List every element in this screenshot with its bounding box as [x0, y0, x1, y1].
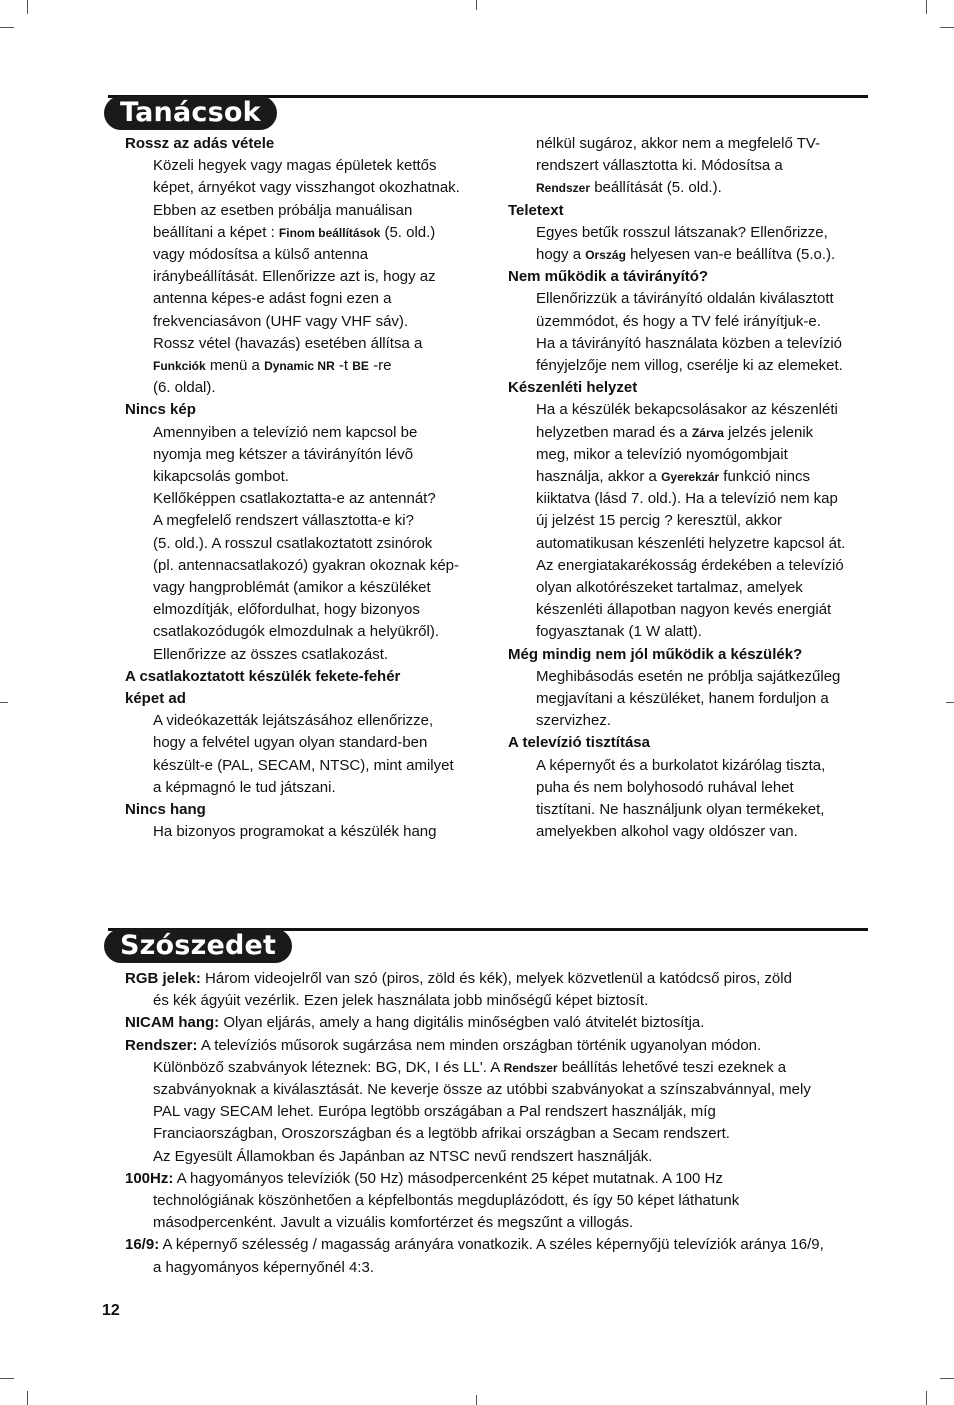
text-line	[125, 1123, 870, 1145]
text-line	[153, 555, 485, 577]
text-run: hogy a felvétel ugyan olyan standard-ben	[153, 734, 428, 752]
text-run: A televíziós műsorok sugárzása nem minden országban történik ugyanolyan módon.	[197, 1036, 762, 1054]
text-line	[536, 777, 870, 799]
text-line	[125, 1257, 870, 1279]
text-line	[125, 1057, 870, 1079]
text-run: Ha bizonyos programokat a készülék hang	[153, 823, 437, 841]
text-run: menü a	[205, 357, 265, 375]
text-run: Különböző szabványok léteznek: BG, DK, I és LL'. A	[153, 1058, 504, 1076]
text-line	[536, 444, 870, 466]
text-line	[153, 533, 485, 555]
text-line	[125, 1168, 870, 1190]
text-line	[153, 732, 485, 754]
crop-mark	[926, 0, 927, 14]
text-line	[153, 222, 485, 244]
text-line	[125, 1234, 870, 1256]
text-run: Ellenőrizzük a távirányító oldalán kiválasztott	[536, 290, 834, 308]
text-line	[125, 1035, 870, 1057]
crop-mark	[926, 1391, 927, 1405]
text-run: technológiának köszönhetően a képfelbontás megduplázódott, és így 50 képet láthatunk	[153, 1192, 740, 1210]
text-line	[536, 399, 870, 421]
crop-mark	[0, 27, 14, 28]
glossary-entry	[125, 1168, 870, 1235]
text-line	[536, 666, 870, 688]
text-run: rendszert vállasztotta ki. Módosítsa a	[536, 157, 783, 175]
text-run: PAL vagy SECAM lehet. Európa legtöbb országában a Pal rendszert használják, míg	[153, 1103, 716, 1121]
text-run: készenléti állapotban nagyon kevés energiát	[536, 601, 832, 619]
text-run: elmozdítják, előfordulhat, hogy bizonyos	[153, 601, 420, 619]
glossary-term: RGB jelek:	[125, 970, 201, 987]
menu-term: Zárva	[691, 425, 724, 440]
text-line	[536, 710, 870, 732]
text-run: Rossz vétel (havazás) esetében állítsa a	[153, 334, 423, 352]
text-run: képet, árnyékot vagy visszhangot okozhatnak.	[153, 179, 460, 197]
text-run: antenna képes-e adást fogni ezen a	[153, 290, 392, 308]
text-run: Egyes betűk rosszul látszanak? Ellenőrizze,	[536, 223, 828, 241]
text-line	[125, 1146, 870, 1168]
crop-mark	[946, 702, 954, 703]
crop-mark	[940, 27, 954, 28]
page-number: 12	[102, 1302, 120, 1319]
text-run: nyomja meg kétszer a távirányítón lévõ	[153, 445, 414, 463]
text-line	[536, 177, 870, 199]
tip-paragraph	[508, 222, 870, 266]
text-line	[536, 799, 870, 821]
text-line	[536, 288, 870, 310]
text-line	[153, 599, 485, 621]
text-run: Három videojelről van szó (piros, zöld és kék), melyek közvetlenül a katódcső piros, zöld	[200, 970, 792, 987]
text-line	[153, 466, 485, 488]
text-run: Olyan eljárás, amely a hang digitális minőségben való átvitelét biztosítja.	[219, 1014, 705, 1032]
text-line	[153, 177, 485, 199]
text-line	[153, 333, 485, 355]
text-run: amelyekben alkohol vagy oldószer van.	[536, 823, 798, 841]
text-run: nélkül sugároz, akkor nem a megfelelő TV-	[536, 135, 821, 152]
text-line	[153, 510, 485, 532]
menu-term: Gyerekzár	[661, 470, 720, 485]
text-run: Ha a készülék bekapcsolásakor az készenléti	[536, 401, 838, 419]
glossary-term: NICAM hang:	[125, 1014, 220, 1032]
crop-mark	[476, 1395, 477, 1405]
text-line	[536, 222, 870, 244]
text-line	[153, 821, 485, 843]
tip-paragraph	[508, 666, 870, 733]
text-line	[536, 688, 870, 710]
text-run: A megfelelő rendszert vállasztotta-e ki?	[153, 512, 414, 530]
text-run: beállítását (5. old.).	[590, 179, 722, 197]
tip-paragraph	[508, 399, 870, 643]
tip-heading: Még mindig nem jól működik a készülék?	[508, 645, 803, 663]
tip-heading: Készenléti helyzet	[508, 379, 638, 397]
text-run: jelzés jelenik	[723, 423, 814, 441]
text-line	[153, 710, 485, 732]
text-run: Amennyiben a televízió nem kapcsol be	[153, 423, 418, 441]
tips-left-column	[125, 133, 485, 844]
text-run: Kellőképpen csatlakoztatta-e az antennát?	[153, 490, 436, 508]
text-run: szabványoknak a kiválasztását. Ne keverje össze az utóbbi szabványokat a színszabvánnyal, mely	[153, 1081, 811, 1099]
text-line	[153, 444, 485, 466]
menu-term: Ország	[585, 248, 626, 263]
text-run: vagy módosítsa a külső antenna	[153, 246, 369, 264]
text-run: (6. oldal).	[153, 379, 216, 397]
text-run: frekvenciasávon (UHF vagy VHF sáv).	[153, 312, 409, 330]
text-run: Ellenőrizze az összes csatlakozást.	[153, 645, 389, 663]
text-run: hogy a	[536, 246, 586, 264]
text-run: -t	[334, 357, 353, 375]
glossary-term: 100Hz:	[125, 1169, 174, 1187]
text-line	[153, 200, 485, 222]
menu-term: Finom beállítások	[278, 225, 381, 240]
menu-term: BE	[352, 359, 369, 374]
text-run: (5. old.). A rosszul csatlakoztatott zsinórok	[153, 534, 433, 552]
tip-paragraph	[125, 710, 485, 799]
text-line	[125, 1101, 870, 1123]
crop-mark	[476, 0, 477, 10]
text-line	[536, 621, 870, 643]
tip-heading: Nincs hang	[125, 801, 206, 819]
text-line	[125, 968, 870, 990]
text-run: Az Egyesült Államokban és Japánban az NTSC nevű rendszert használják.	[153, 1147, 653, 1165]
text-run: A hagyományos televíziók (50 Hz) másodpercenként 25 képet mutatnak. A 100 Hz	[173, 1169, 723, 1187]
text-line	[536, 133, 870, 155]
menu-term: Dynamic NR	[264, 359, 335, 374]
section-title-tips: Tanácsok	[104, 96, 277, 130]
text-line	[536, 821, 870, 843]
tip-paragraph	[125, 821, 485, 843]
text-run: helyesen van-e beállítva (5.o.).	[625, 246, 836, 264]
text-run: beállítani a képet :	[153, 223, 279, 241]
tip-heading: Rossz az adás vétele	[125, 135, 275, 152]
text-line	[153, 577, 485, 599]
tip-paragraph	[508, 133, 870, 200]
text-run: beállítás lehetővé teszi ezeknek a	[557, 1058, 787, 1076]
text-run: (5. old.)	[380, 223, 436, 241]
menu-term: Rendszer	[503, 1060, 558, 1075]
crop-mark	[0, 1378, 14, 1379]
text-run: a hagyományos képernyőnél 4:3.	[153, 1258, 374, 1276]
text-line	[125, 1012, 870, 1034]
crop-mark	[27, 1391, 28, 1405]
glossary-entry	[125, 1035, 870, 1168]
text-line	[536, 755, 870, 777]
text-line	[536, 466, 870, 488]
menu-term: Rendszer	[536, 181, 591, 196]
text-line	[536, 599, 870, 621]
text-line	[536, 422, 870, 444]
glossary-entry	[125, 1012, 870, 1034]
tip-heading: A csatlakoztatott készülék fekete-fehér	[125, 667, 401, 685]
tip-paragraph	[125, 155, 485, 399]
text-run: megjavítani a készüléket, hanem forduljon a	[536, 690, 829, 708]
text-run: készült-e (PAL, SECAM, NTSC), mint amilyet	[153, 756, 454, 774]
text-run: automatikusan készenléti helyzetre kapcsol át.	[536, 534, 846, 552]
text-line	[536, 555, 870, 577]
section-title-glossary: Szószedet	[104, 929, 292, 963]
tip-paragraph	[508, 755, 870, 844]
crop-mark	[940, 1378, 954, 1379]
text-line	[153, 266, 485, 288]
tip-paragraph	[508, 288, 870, 377]
text-line	[153, 377, 485, 399]
text-run: Közeli hegyek vagy magas épületek kettős	[153, 157, 437, 175]
text-run: használja, akkor a	[536, 468, 662, 486]
text-run: Ebben az esetben próbálja manuálisan	[153, 201, 413, 219]
text-run: fényjelzője nem villog, cserélje ki az elemeket.	[536, 357, 843, 375]
text-run: Az energiatakarékosság érdekében a televízió	[536, 556, 844, 574]
crop-mark	[0, 702, 8, 703]
text-run: A képernyő szélesség / magasság arányára vonatkozik. A széles képernyőjü televíziók aránya 16/9,	[159, 1236, 824, 1254]
text-line	[153, 288, 485, 310]
text-line	[536, 577, 870, 599]
text-run: a képmagnó le tud játszani.	[153, 778, 336, 796]
text-line	[536, 355, 870, 377]
text-line	[125, 1190, 870, 1212]
text-run: A képernyőt és a burkolatot kizárólag tiszta,	[536, 756, 826, 774]
text-line	[536, 533, 870, 555]
text-run: és kék ágyúit vezérlik. Ezen jelek használata jobb minőségű képet biztosít.	[153, 992, 649, 1010]
text-run: kiiktatva (lásd 7. old.). Ha a televízió nem kap	[536, 490, 838, 508]
text-run: másodpercenként. Javult a vizuális komfortérzet és megszűnt a villogás.	[153, 1214, 634, 1232]
tip-heading: A televízió tisztítása	[508, 734, 650, 752]
glossary-term: Rendszer:	[125, 1036, 198, 1054]
text-line	[125, 990, 870, 1012]
text-run: új jelzést 15 percig ? keresztül, akkor	[536, 512, 782, 530]
text-run: fogyasztanak (1 W alatt).	[536, 623, 702, 641]
text-line	[536, 333, 870, 355]
text-line	[536, 488, 870, 510]
text-run: olyan alkotórészeket tartalmaz, amelyek	[536, 579, 803, 597]
glossary-entry	[125, 1234, 870, 1278]
text-run: üzemmódot, és hogy a TV felé irányítjuk-e.	[536, 312, 821, 330]
text-run: puha és nem bolyhosodó ruhával lehet	[536, 778, 794, 796]
text-line	[153, 422, 485, 444]
glossary-list	[125, 968, 870, 1279]
glossary-entry	[125, 968, 870, 1012]
glossary-term: 16/9:	[125, 1236, 160, 1254]
text-line	[536, 311, 870, 333]
menu-term: Funkciók	[153, 359, 206, 374]
text-line	[536, 155, 870, 177]
text-line	[153, 755, 485, 777]
tip-paragraph	[125, 422, 485, 666]
text-run: meg, mikor a televízió nyomógombjait	[536, 445, 788, 463]
text-run: szervizhez.	[536, 712, 612, 730]
text-line	[125, 1212, 870, 1234]
text-run: Franciaországban, Oroszországban és a legtöbb afrikai országban a Secam rendszert.	[153, 1125, 730, 1143]
text-run: A videókazetták lejátszásához ellenőrizze,	[153, 712, 434, 730]
text-line	[125, 1079, 870, 1101]
tips-right-column	[508, 133, 870, 844]
text-line	[153, 355, 485, 377]
text-line	[153, 488, 485, 510]
text-run: helyzetben marad és a	[536, 423, 692, 441]
text-run: tisztítani. Ne használjunk olyan termékeket,	[536, 801, 825, 819]
text-line	[153, 311, 485, 333]
text-run: Meghibásodás esetén ne próblja sajátkezűleg	[536, 667, 841, 685]
text-run: csatlakozódugók elmozdulnak a helyükről).	[153, 623, 439, 641]
text-run: -re	[368, 357, 392, 375]
tip-heading: Nincs kép	[125, 401, 196, 419]
text-line	[153, 155, 485, 177]
tip-heading: Nem működik a távirányító?	[508, 268, 709, 286]
text-run: vagy hangproblémát (amikor a készüléket	[153, 579, 431, 597]
text-line	[153, 244, 485, 266]
text-line	[153, 777, 485, 799]
text-line	[536, 244, 870, 266]
text-run: Ha a távirányító használata közben a televízió	[536, 334, 843, 352]
text-line	[153, 621, 485, 643]
text-line	[536, 510, 870, 532]
crop-mark	[27, 0, 28, 14]
text-run: kikapcsolás gombot.	[153, 468, 289, 486]
text-run: iránybeállítását. Ellenőrizze azt is, hogy az	[153, 268, 436, 286]
tip-heading: Teletext	[508, 201, 564, 219]
text-run: funkció nincs	[719, 468, 811, 486]
tip-heading: képet ad	[125, 690, 186, 708]
text-line	[153, 644, 485, 666]
text-run: (pl. antennacsatlakozó) gyakran okoznak kép-	[153, 556, 460, 574]
